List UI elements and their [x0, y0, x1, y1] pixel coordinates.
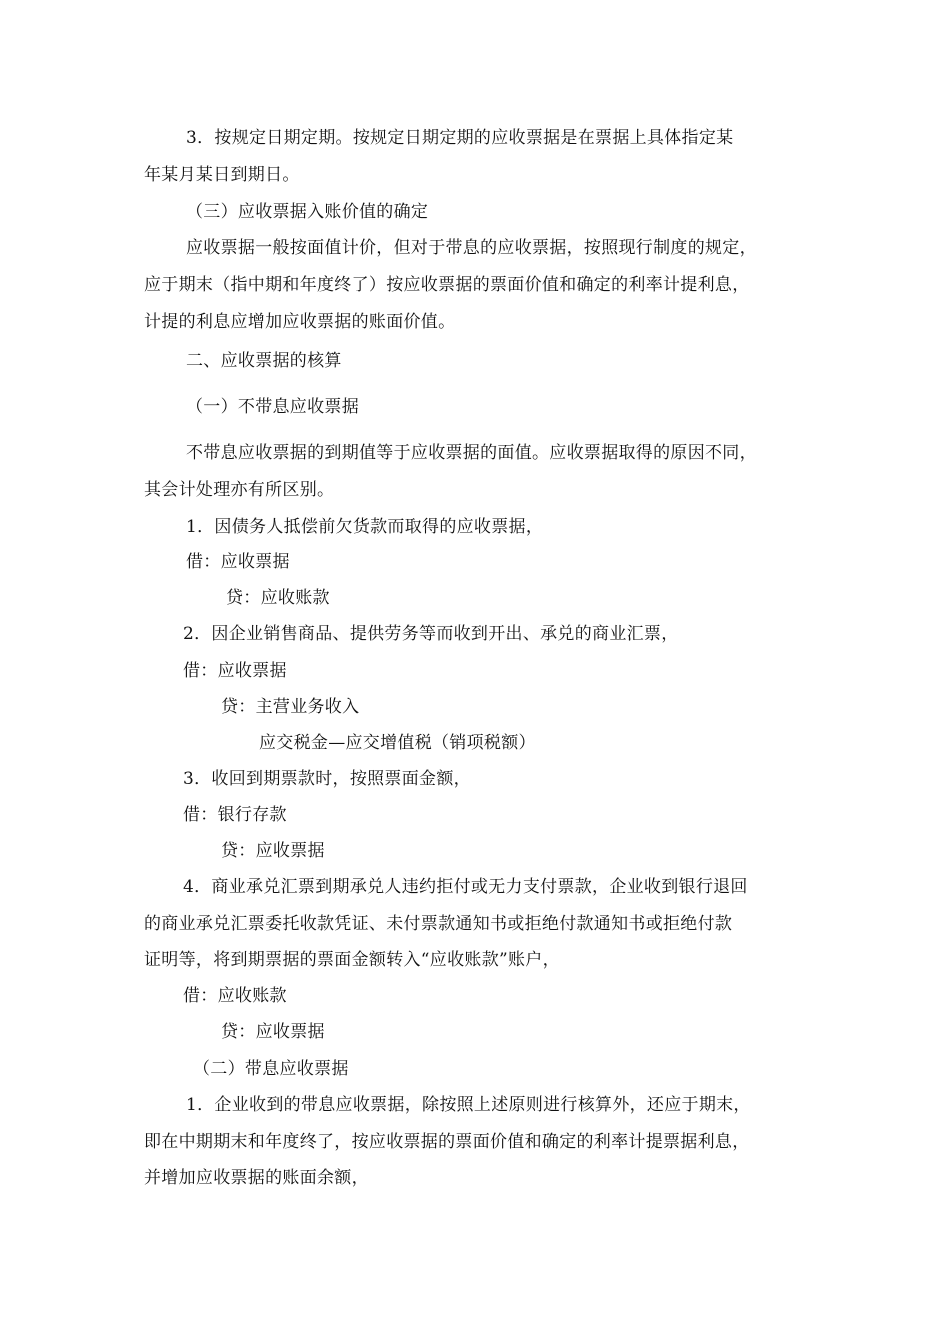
journal-credit: 贷：主营业务收入: [221, 697, 360, 717]
text-line: 4．商业承兑汇票到期承兑人违约拒付或无力支付票款，企业收到银行退回: [183, 877, 748, 897]
text-line: 即在中期期末和年度终了，按应收票据的票面价值和确定的利率计提票据利息，: [144, 1132, 750, 1152]
journal-debit: 借：应收票据: [183, 661, 287, 681]
text-line: 3．按规定日期定期。按规定日期定期的应收票据是在票据上具体指定某: [186, 128, 734, 148]
section-heading: （三）应收票据入账价值的确定: [186, 202, 429, 222]
text-line: 年某月某日到期日。: [144, 165, 300, 185]
text-line: 1．企业收到的带息应收票据，除按照上述原则进行核算外，还应于期末，: [186, 1095, 751, 1115]
text-line: 2．因企业销售商品、提供劳务等而收到开出、承兑的商业汇票，: [183, 624, 679, 644]
journal-credit: 应交税金—应交增值税（销项税额）: [259, 733, 536, 753]
journal-debit: 借：应收账款: [183, 986, 287, 1006]
text-line: 其会计处理亦有所区别。: [144, 480, 335, 500]
section-heading: （二）带息应收票据: [193, 1059, 349, 1079]
text-line: 应收票据一般按面值计价，但对于带息的应收票据，按照现行制度的规定，: [186, 238, 757, 258]
text-line: 的商业承兑汇票委托收款凭证、未付票款通知书或拒绝付款通知书或拒绝付款: [144, 914, 733, 934]
journal-debit: 借：银行存款: [183, 805, 287, 825]
journal-debit: 借：应收票据: [186, 552, 290, 572]
text-line: 并增加应收票据的账面余额，: [144, 1168, 369, 1188]
section-heading: （一）不带息应收票据: [186, 397, 359, 417]
text-line: 证明等，将到期票据的票面金额转入“应收账款”账户，: [144, 950, 560, 970]
journal-credit: 贷：应收票据: [221, 1022, 325, 1042]
text-line: 3．收回到期票款时，按照票面金额，: [183, 769, 471, 789]
text-line: 计提的利息应增加应收票据的账面价值。: [144, 312, 456, 332]
journal-credit: 贷：应收账款: [226, 588, 330, 608]
text-line: 1．因债务人抵偿前欠货款而取得的应收票据，: [186, 517, 544, 537]
journal-credit: 贷：应收票据: [221, 841, 325, 861]
text-line: 应于期末（指中期和年度终了）按应收票据的票面价值和确定的利率计提利息，: [144, 275, 750, 295]
section-heading: 二、应收票据的核算: [186, 351, 342, 371]
text-line: 不带息应收票据的到期值等于应收票据的面值。应收票据取得的原因不同，: [186, 443, 757, 463]
